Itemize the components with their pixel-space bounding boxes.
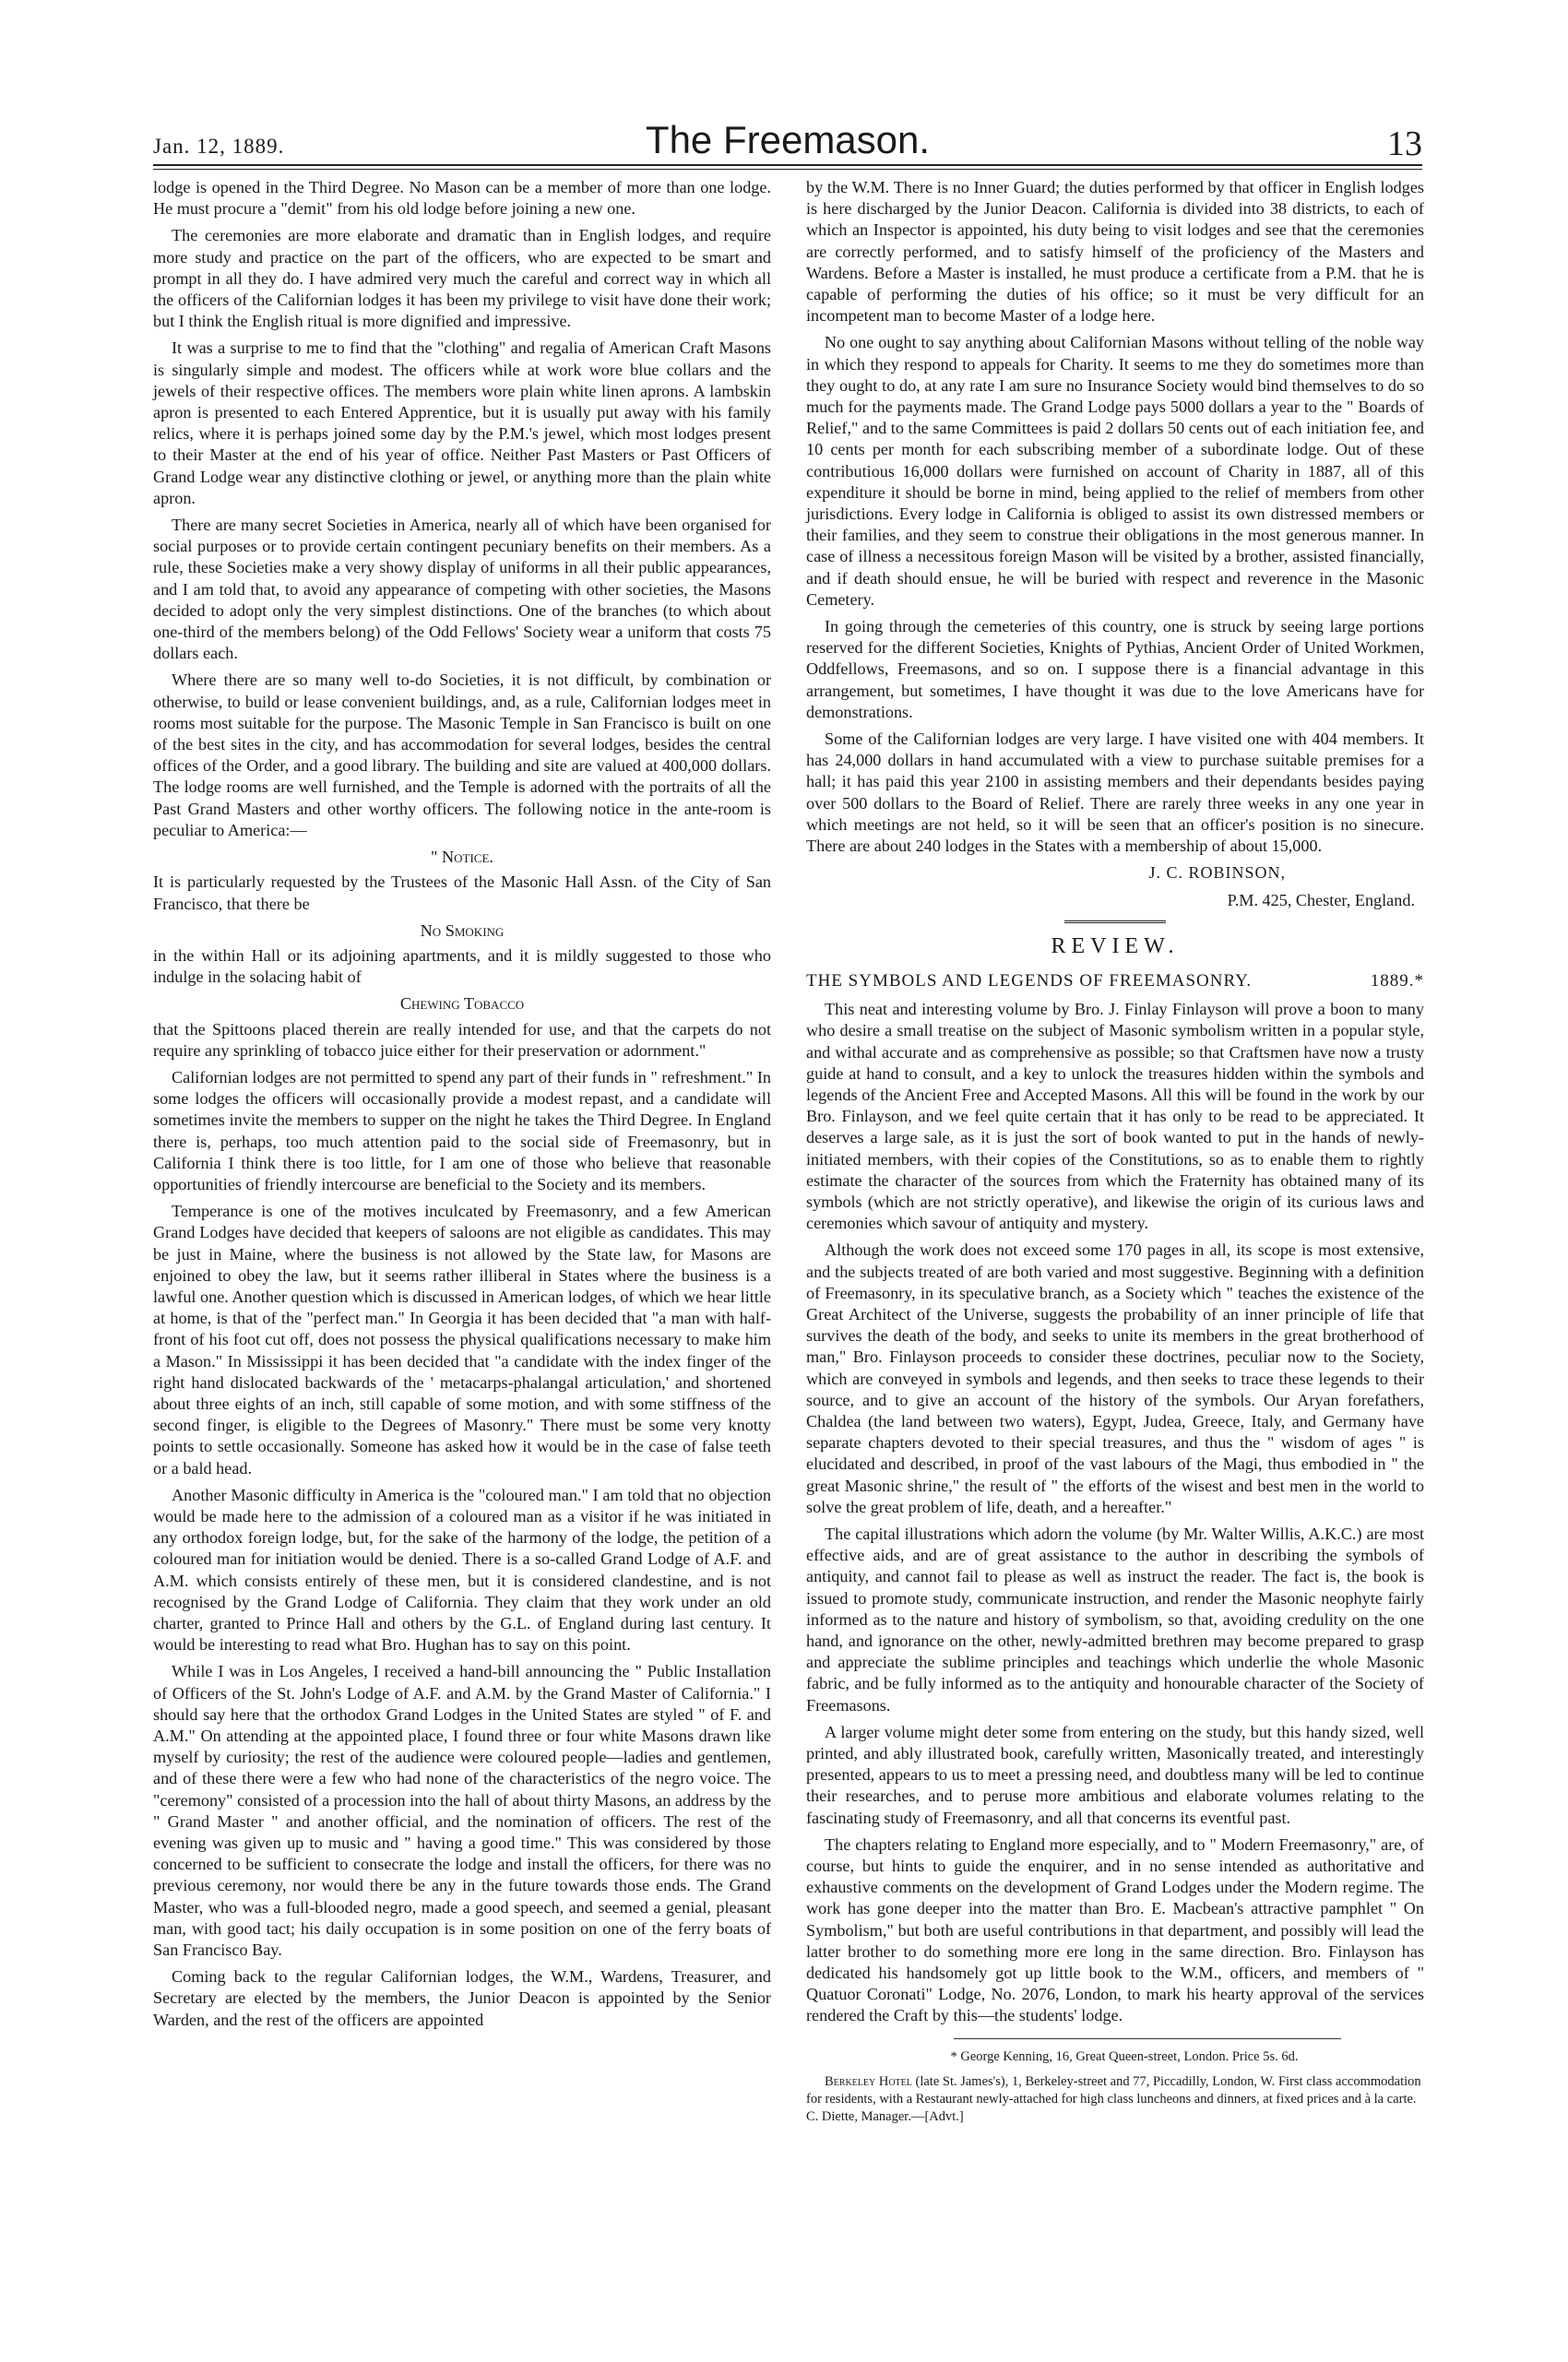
advertisement	[806, 2073, 1424, 2126]
paragraph: It was a surprise to me to find that the "clothing" and regalia of American Craft Masons is singularly simple and modest. The officers while at work wore blue collars and the jewels of their respective offices. The members wore plain white linen aprons. A lambskin apron is presented to each Entered Apprentice, but it is usually put away with his family relics, where it is perhaps joined some day by the P.M.'s jewel, which most lodges present to their Master at the end of his year of office. Neither Past Masters or Past Officers of Grand Lodge wear any distinctive clothing or jewel, or anything more than the plain white apron.	[153, 338, 771, 507]
right-column	[806, 177, 1424, 2131]
section-divider	[1064, 920, 1166, 923]
issue-date: Jan. 12, 1889.	[153, 135, 285, 158]
notice-text: It is particularly requested by the Trustees of the Masonic Hall Assn. of the City of San Francisco, that there be	[153, 872, 771, 913]
review-heading: REVIEW.	[1051, 933, 1180, 958]
notice-heading: " Notice.	[431, 848, 493, 867]
book-year: 1889.*	[1370, 970, 1424, 991]
paragraph: No one ought to say anything about Californian Masons without telling of the noble way in which they respond to appeals for Charity. It seems to me they do sometimes more than they ought to do, at any rate I am sure no Insurance Society would bind themselves to do so much for the payments made. The Grand Lodge pays 5000 dollars a year to the " Boards of Relief," and to the same Committees is paid 2 dollars 50 cents out of each initiation fee, and 10 cents per month for each subscribing member of a subordinate lodge. Out of these contributious 16,000 dollars were furnished on account of Charity in 1887, all of this expenditure it should be borne in mind, being applied to the relief of members from other jurisdictions. Every lodge in California is obliged to assist its own distressed members or their families, and they seem to construe their obligations in the most generous manner. In case of illness a necessitous foreign Mason will be visited by a brother, assisted financially, and if death should ensue, he will be buried with respect and reverence in the Masonic Cemetery.	[806, 333, 1424, 609]
paragraph: Temperance is one of the motives inculcated by Freemasonry, and a few American Grand Lodges have decided that keepers of saloons are not eligible as candidates. This may be just in Maine, where the business is not allowed by the State law, for Masons are enjoined to obey the law, but it seems rather illiberal in States where the business is a lawful one. Another question which is discussed in American lodges, of which we hear little at home, is that of the "perfect man." In Georgia it has been decided that "a man with half-front of his foot cut off, does not possess the physical qualifications necessary to make him a Mason." In Mississippi it has been decided that "a candidate with the index finger of the right hand dislocated backwards of the ' metacarps-phalangal articulation,' and shortened about three eights of an inch, still capable of some motion, and with some stiffness of the second finger, is eligible to the Degrees of Masonry." There must be some very knotty points to settle occasionally. Someone has asked how it would be in the case of false teeth or a bald head.	[153, 1202, 771, 1478]
left-column	[153, 177, 771, 2036]
paragraph: A larger volume might deter some from entering on the study, but this handy sized, well printed, and ably illustrated book, carefully written, Masonically treated, and interestingly presented, appears to us to meet a pressing need, and doubtless many will be led to continue their researches, and to peruse more ambitious and elaborate volumes relating to the fascinating study of Freemasonry, and all that concerns its eventful past.	[806, 1722, 1424, 1827]
advert-text: (late St. James's), 1, Berkeley-street and 77, Piccadilly, London, W. First class accommodation for residents, with a Restaurant newly-attached for high class luncheons and dinners, at fixed prices and à la carte. C. Diette, Manager.—[Advt.]	[806, 2073, 1421, 2124]
notice-text: in the within Hall or its adjoining apartments, and it is mildly suggested to those who indulge in the solacing habit of	[153, 945, 771, 987]
notice-no-smoking: No Smoking	[420, 920, 505, 940]
advert-hotel-name: Berkeley Hotel	[825, 2073, 912, 2089]
paragraph: The ceremonies are more elaborate and dramatic than in English lodges, and require more study and practice on the part of the officers, who are expected to be smart and prompt in all they do. I have admired very much the careful and correct way in which all the officers of the Californian lodges it has been my privilege to visit have done their work; but I think the English ritual is more dignified and impressive.	[153, 226, 771, 331]
paragraph: Another Masonic difficulty in America is the "coloured man." I am told that no objection would be made here to the admission of a coloured man as a visitor if he was initiated in any orthodox foreign lodge, but, for the sake of the harmony of the lodge, the petition of a coloured man for initiation would be denied. There is a so-called Grand Lodge of A.F. and A.M. which consists entirely of these men, but it is considered clandestine, and is not recognised by the Grand Lodge of California. They claim that they work under an old charter, granted to Prince Hall and others by the G.L. of England during last century. It would be interesting to read what Bro. Hughan has to say on this point.	[153, 1485, 771, 1655]
book-title-line	[806, 970, 1424, 991]
masthead-rule-thin	[153, 169, 1422, 170]
masthead-rule	[153, 164, 1422, 166]
paragraph: Although the work does not exceed some 170 pages in all, its scope is most extensive, and the subjects treated of are both varied and most suggestive. Beginning with a definition of Freemasonry, in its speculative branch, as a Society which " teaches the existence of the Great Architect of the Universe, suggests the probability of an inner principle of life that survives the death of the body, and seeks to unite its members in the great brotherhood of man," Bro. Finlayson proceeds to consider these doctrines, peculiar now to the Society, which are conveyed in symbols and legends, and then seeks to trace these legends to their source, and to give an account of the history of the symbols. Our Aryan forefathers, Chaldea (the land between two waters), Egypt, Judea, Greece, Italy, and Germany have separate chapters devoted to their special treasures, and thus the " wisdom of ages " is elucidated and described, in proof of the vast labours of the Magi, thus embodied in " the great Masonic shrine," the result of " the efforts of the wisest and best men in the world to solve the great problem of life, death, and a hereafter."	[806, 1240, 1424, 1516]
signature-name: J. C. ROBINSON,	[1148, 863, 1286, 883]
paragraph: Coming back to the regular Californian lodges, the W.M., Wardens, Treasurer, and Secretary are elected by the members, the Junior Deacon is appointed by the Senior Warden, and the rest of the officers are appointed	[153, 1967, 771, 2029]
paragraph: This neat and interesting volume by Bro. J. Finlay Finlayson will prove a boon to many who desire a small treatise on the subject of Masonic symbolism written in a popular style, and withal accurate and as comprehensive as possible; so that Craftsmen have now a trusty guide at hand to consult, and a key to unlock the treasures hidden within the symbols and legends of the Ancient Free and Accepted Masons. All this will be found in the work by our Bro. Finlayson, and we feel quite certain that it has only to be read to be appreciated. It deserves a large sale, as it is just the sort of book wanted to put in the hands of newly-initiated members, with their copies of the Constitutions, so as to enable them to rightly estimate the character of the sources from which the Fraternity has obtained many of its symbols (which are not strictly operative), and likewise the origin of its curious laws and ceremonies which savour of antiquity and mystery.	[806, 1000, 1424, 1233]
paragraph: Californian lodges are not permitted to spend any part of their funds in " refreshment." In some lodges the officers will occasionally provide a modest repast, and a candidate will sometimes invite the members to supper on the night he takes the Third Degree. In England there is, perhaps, too much attention paid to the social side of Freemasonry, but in California I think there is too little, for I am one of those who believe that reasonable opportunities of friendly intercourse are beneficial to the Society and its members.	[153, 1067, 771, 1193]
signature-lodge: P.M. 425, Chester, England.	[1227, 890, 1415, 909]
paragraph: Some of the Californian lodges are very large. I have visited one with 404 members. It has 24,000 dollars in hand accumulated with a view to purchase suitable premises for a hall; it has paid this year 2100 in assisting members and their dependants besides paying over 500 dollars to the Board of Relief. There are rarely three weeks in any one year in which meetings are not held, so it will be seen that an officer's position is no sinecure. There are about 240 lodges in the States with a membership of about 15,000.	[806, 730, 1424, 856]
paragraph: The chapters relating to England more especially, and to " Modern Freemasonry," are, of course, but hints to guide the enquirer, and in no sense intended as authoritative and exhaustive comments on the development of Grand Lodges under the Modern regime. The work has gone deeper into the matter than Bro. E. Macbean's attractive pamphlet " On Symbolism," but both are useful contributions in that department, and possibly will lead the latter brother to do something more ere long in the same direction. Bro. Finlayson has dedicated his handsomely got up little book to the W.M., officers, and members of " Quatuor Coronati" Lodge, No. 2076, London, to mark his hearty approval of the services rendered the Craft by this—the students' lodge.	[806, 1834, 1424, 2025]
publication-title: The Freemason.	[645, 118, 931, 161]
paragraph: Where there are so many well to-do Societies, it is not difficult, by combination or otherwise, to build or lease convenient buildings, and, as a rule, Californian lodges meet in rooms most suitable for the purpose. The Masonic Temple in San Francisco is built on one of the best sites in the city, and has accommodation for several lodges, besides the central offices of the Order, and a good library. The building and site are valued at 400,000 dollars. The lodge rooms are well furnished, and the Temple is adorned with the portraits of all the Past Grand Masters and other worthy officers. The following notice in the ante-room is peculiar to America:—	[153, 671, 771, 839]
notice-text: that the Spittoons placed therein are really intended for use, and that the carpets do not require any sprinkling of tobacco juice either for their preservation or adornment."	[153, 1019, 771, 1060]
paragraph: lodge is opened in the Third Degree. No Mason can be a member of more than one lodge. He must procure a "demit" from his old lodge before joining a new one.	[153, 178, 771, 219]
footnote: * George Kenning, 16, Great Queen-street, London. Price 5s. 6d.	[950, 2048, 1299, 2064]
paragraph: by the W.M. There is no Inner Guard; the duties performed by that officer in English lodges is here discharged by the Junior Deacon. California is divided into 38 districts, to each of which an Inspector is appointed, his duty being to visit lodges and see that the ceremonies are correctly performed, and to satisfy himself of the proficiency of the Masters and Wardens. Before a Master is installed, he must produce a certificate from a P.M. that he is capable of performing the duties of his office; so it must be very difficult for an incompetent man to become Master of a lodge here.	[806, 178, 1424, 326]
masthead	[153, 118, 1422, 164]
paragraph: While I was in Los Angeles, I received a hand-bill announcing the " Public Installation of Officers of the St. John's Lodge of A.F. and A.M. by the Grand Master of California." I should say here that the orthodox Grand Lodges in the United States are styled " of F. and A.M." On attending at the appointed place, I found three or four white Masons drawn like myself by curiosity; the rest of the audience were coloured people—ladies and gentlemen, and of these there were a few who had none of the characteristics of the negro voice. The "ceremony" consisted of a procession into the hall of about thirty Masons, an address by the " Grand Master " and another official, and the nomination of officers. The rest of the evening was given up to music and " having a good time." This was considered by those concerned to be sufficient to consecrate the lodge and install the officers, for there was no previous ceremony, nor would there be any in the future towards those ends. The Grand Master, who was a full-blooded negro, made a good speech, and seemed a genial, pleasant man, with good tact; his daily occupation is in some position on one of the ferry boats of San Francisco Bay.	[153, 1662, 771, 1960]
paragraph: The capital illustrations which adorn the volume (by Mr. Walter Willis, A.K.C.) are most effective aids, and are of great assistance to the author in describing the symbols of antiquity, and cannot fail to please as well as instruct the reader. The fact is, the book is issued to promote study, communicate instruction, and render the Masonic neophyte fairly informed as to the nature and history of symbolism, so that, avoiding credulity on the one hand, and ignorance on the other, newly-admitted brethren may become prepared to grasp and appreciate the sublime principles and teachings which underlie the whole Masonic fabric, and be fully informed as to the antiquity and honourable character of the Society of Freemasons.	[806, 1524, 1424, 1715]
book-title: THE SYMBOLS AND LEGENDS OF FREEMASONRY.	[806, 970, 1253, 991]
notice-chewing-tobacco: Chewing Tobacco	[399, 994, 525, 1014]
paragraph: In going through the cemeteries of this country, one is struck by seeing large portions reserved for the different Societies, Knights of Pythias, Ancient Order of United Workmen, Oddfellows, Freemasons, and so on. I suppose there is a financial advantage in this arrangement, but sometimes, I have thought it was due to the love Americans have for demonstrations.	[806, 617, 1424, 721]
page-number: 13	[1387, 125, 1422, 163]
paragraph: There are many secret Societies in America, nearly all of which have been organised for social purposes or to provide certain contingent pecuniary benefits on their members. As a rule, these Societies make a very showy display of uniforms in all their public appearances, and I am told that, to avoid any appearance of competing with other societies, the Masons decided to adopt only the very simplest distinctions. One of the branches (to which about one-third of the members belong) of the Odd Fellows' Society wear a uniform that costs 75 dollars each.	[153, 516, 771, 663]
footnote-rule	[954, 2038, 1341, 2039]
